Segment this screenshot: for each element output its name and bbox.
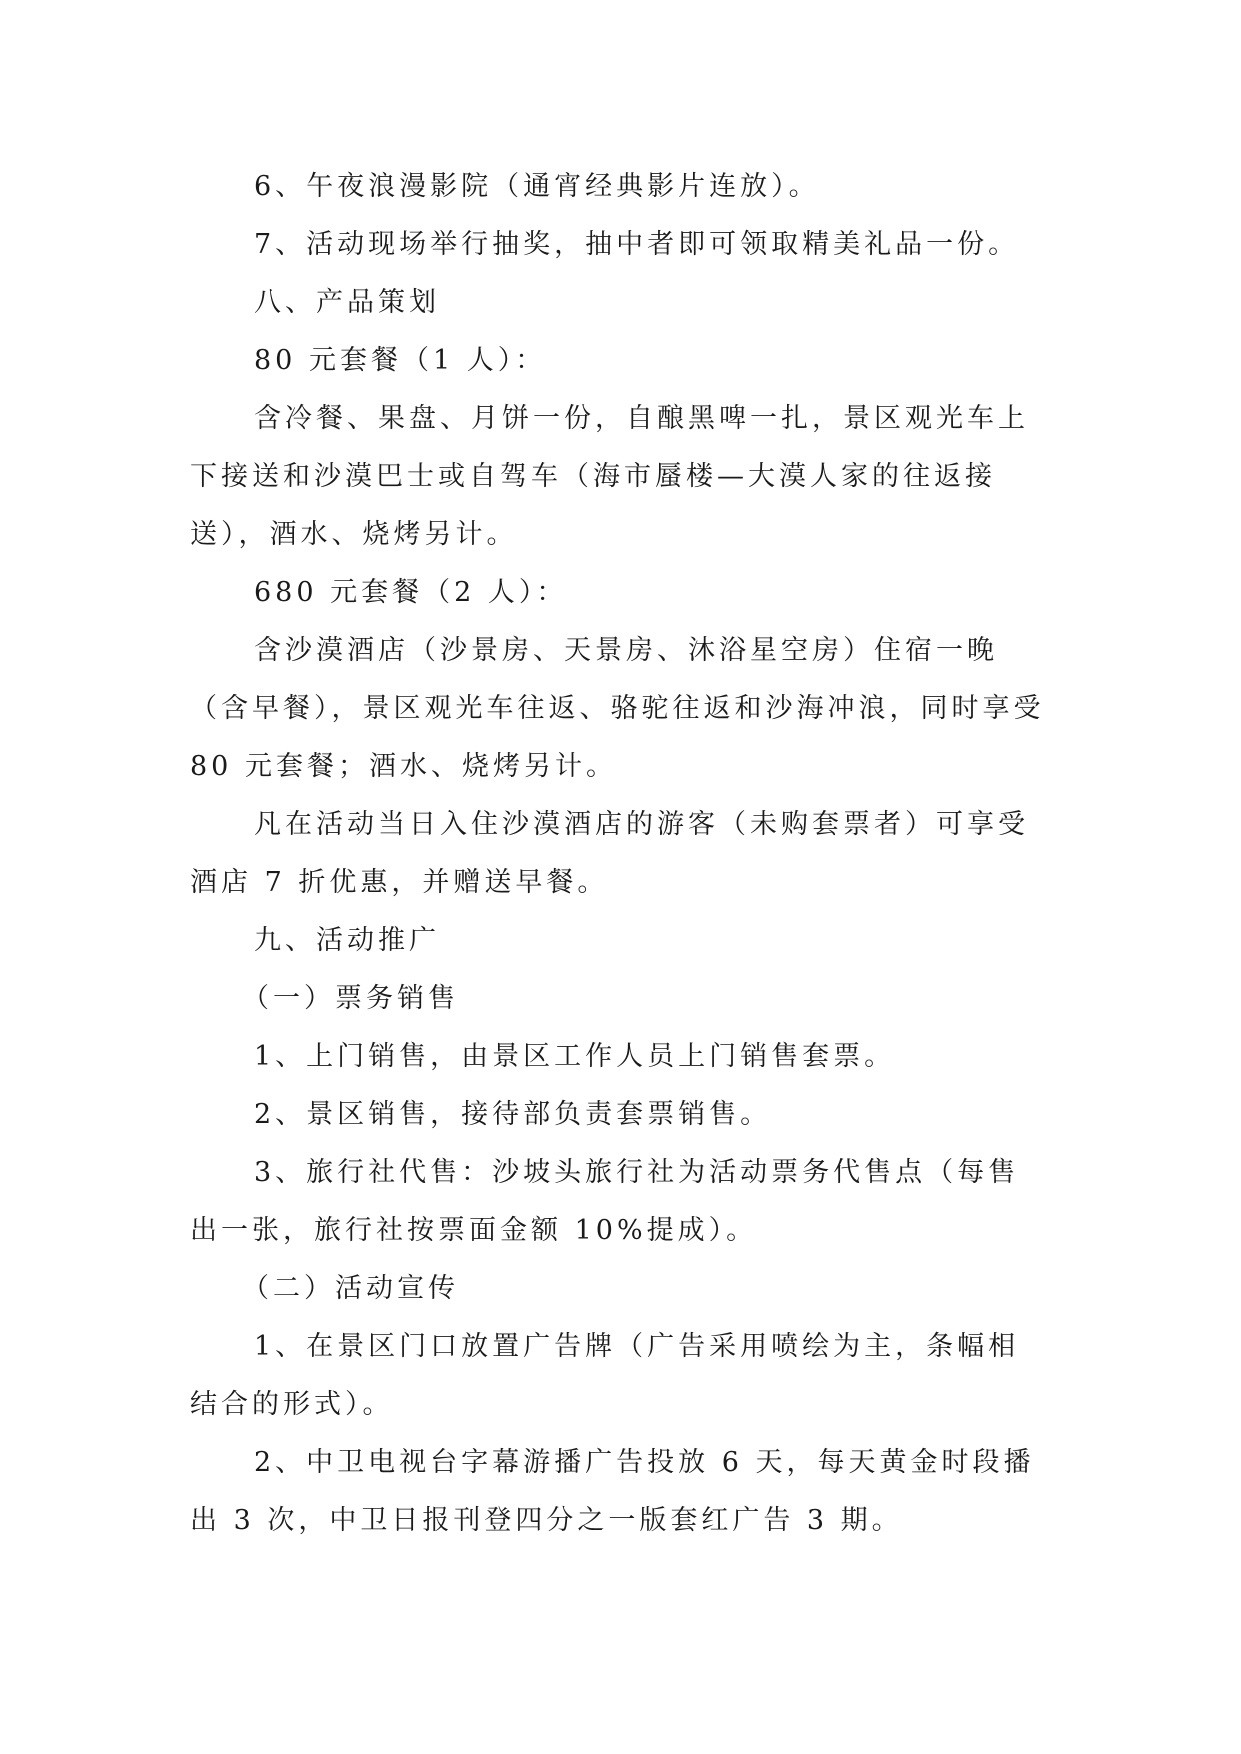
list-item: 2、中卫电视台字幕游播广告投放 6 天，每天黄金时段播出 3 次，中卫日报刊登四分之一版套红广告 3 期。	[190, 1447, 1035, 1536]
package-description: 含沙漠酒店（沙景房、天景房、沐浴星空房）住宿一晚（含早餐），景区观光车往返、骆驼往返和沙海冲浪，同时享受 80 元套餐；酒水、烧烤另计。	[190, 635, 1045, 782]
subsection-heading: （二）活动宣传	[242, 1273, 459, 1304]
package-title: 80 元套餐（1 人）：	[254, 345, 547, 376]
list-item: 1、上门销售，由景区工作人员上门销售套票。	[254, 1041, 896, 1072]
list-item: 3、旅行社代售：沙坡头旅行社为活动票务代售点（每售出一张，旅行社按票面金额 10%提成）。	[190, 1157, 1020, 1246]
list-item: 6、午夜浪漫影院（通宵经典影片连放）。	[254, 171, 820, 202]
list-item: 1、在景区门口放置广告牌（广告采用喷绘为主，条幅相结合的形式）。	[190, 1331, 1020, 1420]
section-heading: 八、产品策划	[254, 287, 440, 318]
package-title: 680 元套餐（2 人）：	[254, 577, 568, 608]
paragraph: 凡在活动当日入住沙漠酒店的游客（未购套票者）可享受酒店 7 折优惠，并赠送早餐。	[190, 809, 1029, 898]
list-item: 7、活动现场举行抽奖，抽中者即可领取精美礼品一份。	[254, 229, 1020, 260]
package-description: 含冷餐、果盘、月饼一份，自酿黑啤一扎，景区观光车上下接送和沙漠巴士或自驾车（海市蜃楼—大漠人家的往返接送），酒水、烧烤另计。	[190, 403, 1029, 550]
section-heading: 九、活动推广	[254, 925, 440, 956]
subsection-heading: （一）票务销售	[242, 983, 459, 1014]
document-body	[190, 158, 1050, 1550]
list-item: 2、景区销售，接待部负责套票销售。	[254, 1099, 772, 1130]
